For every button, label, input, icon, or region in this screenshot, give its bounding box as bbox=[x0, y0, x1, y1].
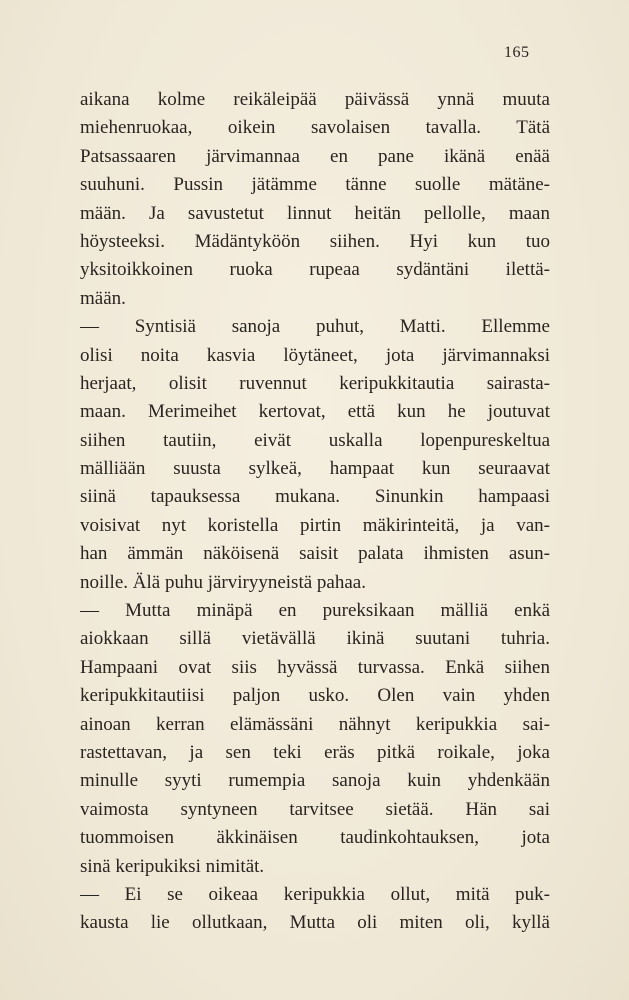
text-line: minulle syyti rumempia sanoja kuin yhdenkään bbox=[80, 770, 550, 792]
text-line: miehenruokaa, oikein savolaisen tavalla. Tätä bbox=[80, 117, 550, 139]
text-line: aiokkaan sillä vietävällä ikinä suutani tuhria. bbox=[80, 628, 550, 650]
text-line: aikana kolme reikäleipää päivässä ynnä muuta bbox=[80, 89, 550, 110]
body-text bbox=[80, 86, 550, 938]
text-line: ainoan kerran elämässäni nähnyt keripukkia sai- bbox=[80, 713, 550, 735]
text-line: siinä tapauksessa mukana. Sinunkin hampaasi bbox=[80, 486, 550, 508]
text-line: höysteeksi. Mädäntyköön siihen. Hyi kun tuo bbox=[80, 230, 550, 252]
text-line: keripukkitautiisi paljon usko. Olen vain yhden bbox=[80, 685, 550, 707]
text-line: rastettavan, ja sen teki eräs pitkä roikale, joka bbox=[80, 741, 550, 763]
text-line: mään. Ja savustetut linnut heitän pellolle, maan bbox=[80, 202, 550, 224]
text-line: mään. bbox=[80, 287, 126, 309]
text-line: Patsassaaren järvimannaa en pane ikänä enää bbox=[80, 145, 550, 167]
text-line: mälliään suusta sylkeä, hampaat kun seuraavat bbox=[80, 458, 550, 480]
text-line: olisi noita kasvia löytäneet, jota järvimannaksi bbox=[80, 344, 550, 366]
text-line: — Mutta minäpä en pureksikaan mälliä enkä bbox=[80, 600, 550, 622]
text-line: sinä keripukiksi nimität. bbox=[80, 855, 265, 877]
text-line: kausta lie ollutkaan, Mutta oli miten oli, kyllä bbox=[80, 912, 550, 934]
text-line: — Ei se oikeaa keripukkia ollut, mitä puk- bbox=[80, 883, 550, 905]
text-line: voisivat nyt koristella pirtin mäkirinteitä, ja van- bbox=[80, 514, 550, 536]
text-line: tuommoisen äkkinäisen taudinkohtauksen, jota bbox=[80, 827, 550, 849]
text-line: yksitoikkoinen ruoka rupeaa sydäntäni ilettä- bbox=[80, 259, 550, 281]
text-line: noille. Älä puhu järviryyneistä pahaa. bbox=[80, 571, 366, 593]
text-line: han ämmän näköisenä saisit palata ihmisten asun- bbox=[80, 543, 550, 565]
text-line: Hampaani ovat siis hyvässä turvassa. Enkä siihen bbox=[80, 656, 550, 678]
text-line: vaimosta syntyneen tarvitsee sietää. Hän sai bbox=[80, 798, 550, 820]
text-line: herjaat, olisit ruvennut keripukkitautia sairasta- bbox=[80, 372, 550, 394]
text-line: siihen tautiin, eivät uskalla lopenpureskeltua bbox=[80, 429, 550, 451]
text-line: suuhuni. Pussin jätämme tänne suolle mätäne- bbox=[80, 174, 550, 196]
text-line: — Syntisiä sanoja puhut, Matti. Ellemme bbox=[80, 316, 550, 338]
text-line: maan. Merimeihet kertovat, että kun he joutuvat bbox=[80, 401, 550, 423]
page-number: 165 bbox=[504, 44, 530, 61]
